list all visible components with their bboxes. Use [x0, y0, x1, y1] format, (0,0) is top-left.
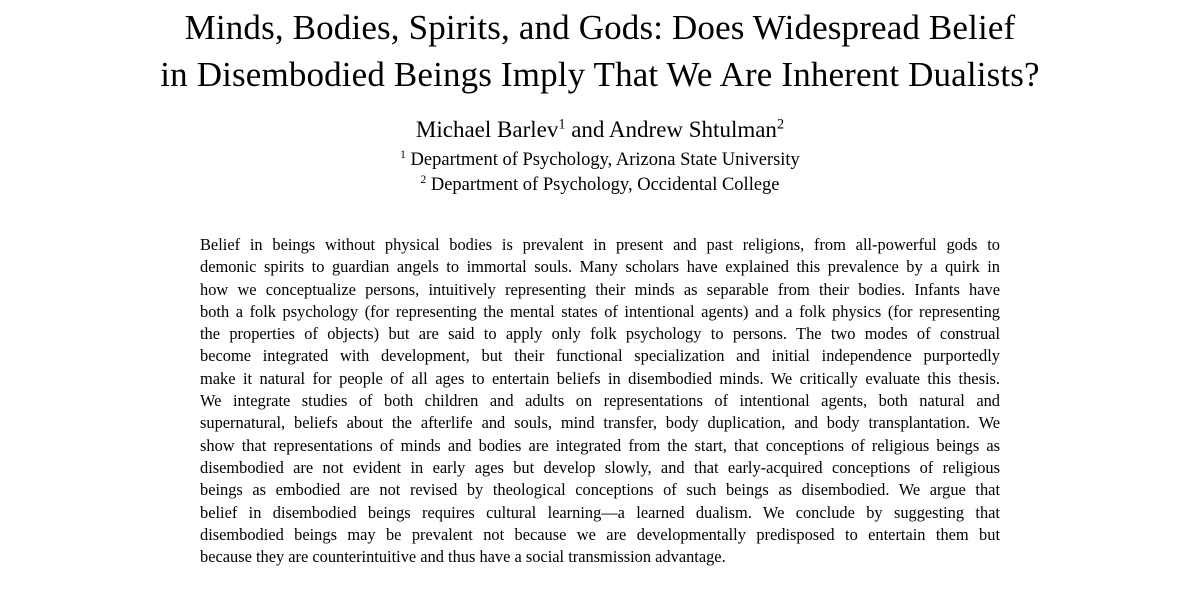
paper-title — [0, 4, 1200, 98]
abstract-line: become integrated with development, but their functional specialization and initial independence purportedly — [200, 346, 1000, 366]
abstract-line: the properties of objects) but are said to apply only folk psychology to persons. The two modes of construal — [200, 324, 1000, 344]
affiliation-2-text: Department of Psychology, Occidental College — [430, 175, 780, 195]
abstract-line: Belief in beings without physical bodies is prevalent in present and past religions, from all-powerful gods to — [200, 235, 1000, 254]
affiliation-1-text: Department of Psychology, Arizona State University — [410, 150, 800, 170]
abstract-line: belief in disembodied beings requires cultural learning—a learned dualism. We conclude by suggesting that — [200, 502, 1000, 522]
abstract — [200, 234, 1000, 568]
affiliation-2 — [0, 174, 1200, 196]
abstract-line: because they are counterintuitive and thus have a social transmission advantage. — [200, 547, 726, 567]
abstract-line: how we conceptualize persons, intuitively representing their minds as separable from their bodies. Infants have — [200, 279, 1000, 299]
title-line-1: Minds, Bodies, Spirits, and Gods: Does Widespread Belief — [184, 8, 1016, 47]
abstract-line: show that representations of minds and bodies are integrated from the start, that conceptions of religious beings as — [200, 435, 1000, 455]
title-line-2: in Disembodied Beings Imply That We Are Inherent Dualists? — [160, 55, 1040, 94]
author-1-affiliation-mark: 1 — [558, 116, 566, 133]
abstract-line: disembodied beings may be prevalent not because we are developmentally predisposed to entertain them but — [200, 524, 1000, 544]
abstract-line: supernatural, beliefs about the afterlife and souls, mind transfer, body duplication, and body transplantation. We — [200, 413, 1000, 433]
author-line — [0, 116, 1200, 144]
affiliation-1-mark: 1 — [400, 148, 406, 161]
abstract-line: beings as embodied are not revised by theological conceptions of such beings as disembodied. We argue that — [200, 480, 1000, 500]
abstract-line: disembodied are not evident in early ages but develop slowly, and that early-acquired conceptions of religious — [200, 457, 1000, 477]
affiliation-1 — [0, 149, 1200, 171]
affiliation-2-mark: 2 — [420, 173, 427, 186]
abstract-line: We integrate studies of both children and adults on representations of intentional agents, both natural and — [200, 391, 1000, 411]
author-2-affiliation-mark: 2 — [776, 116, 785, 133]
author-name-1: Michael Barlev — [415, 117, 559, 142]
abstract-line: demonic spirits to guardian angels to immortal souls. Many scholars have explained this prevalence by a quirk in — [200, 257, 1000, 277]
abstract-line: make it natural for people of all ages to entertain beliefs in disembodied minds. We critically evaluate this thesis. — [200, 368, 1000, 388]
abstract-line: both a folk psychology (for representing the mental states of intentional agents) and a folk physics (for representing — [200, 301, 1000, 321]
author-conjunction: and — [571, 117, 605, 142]
author-name-2: Andrew Shtulman — [608, 117, 777, 142]
